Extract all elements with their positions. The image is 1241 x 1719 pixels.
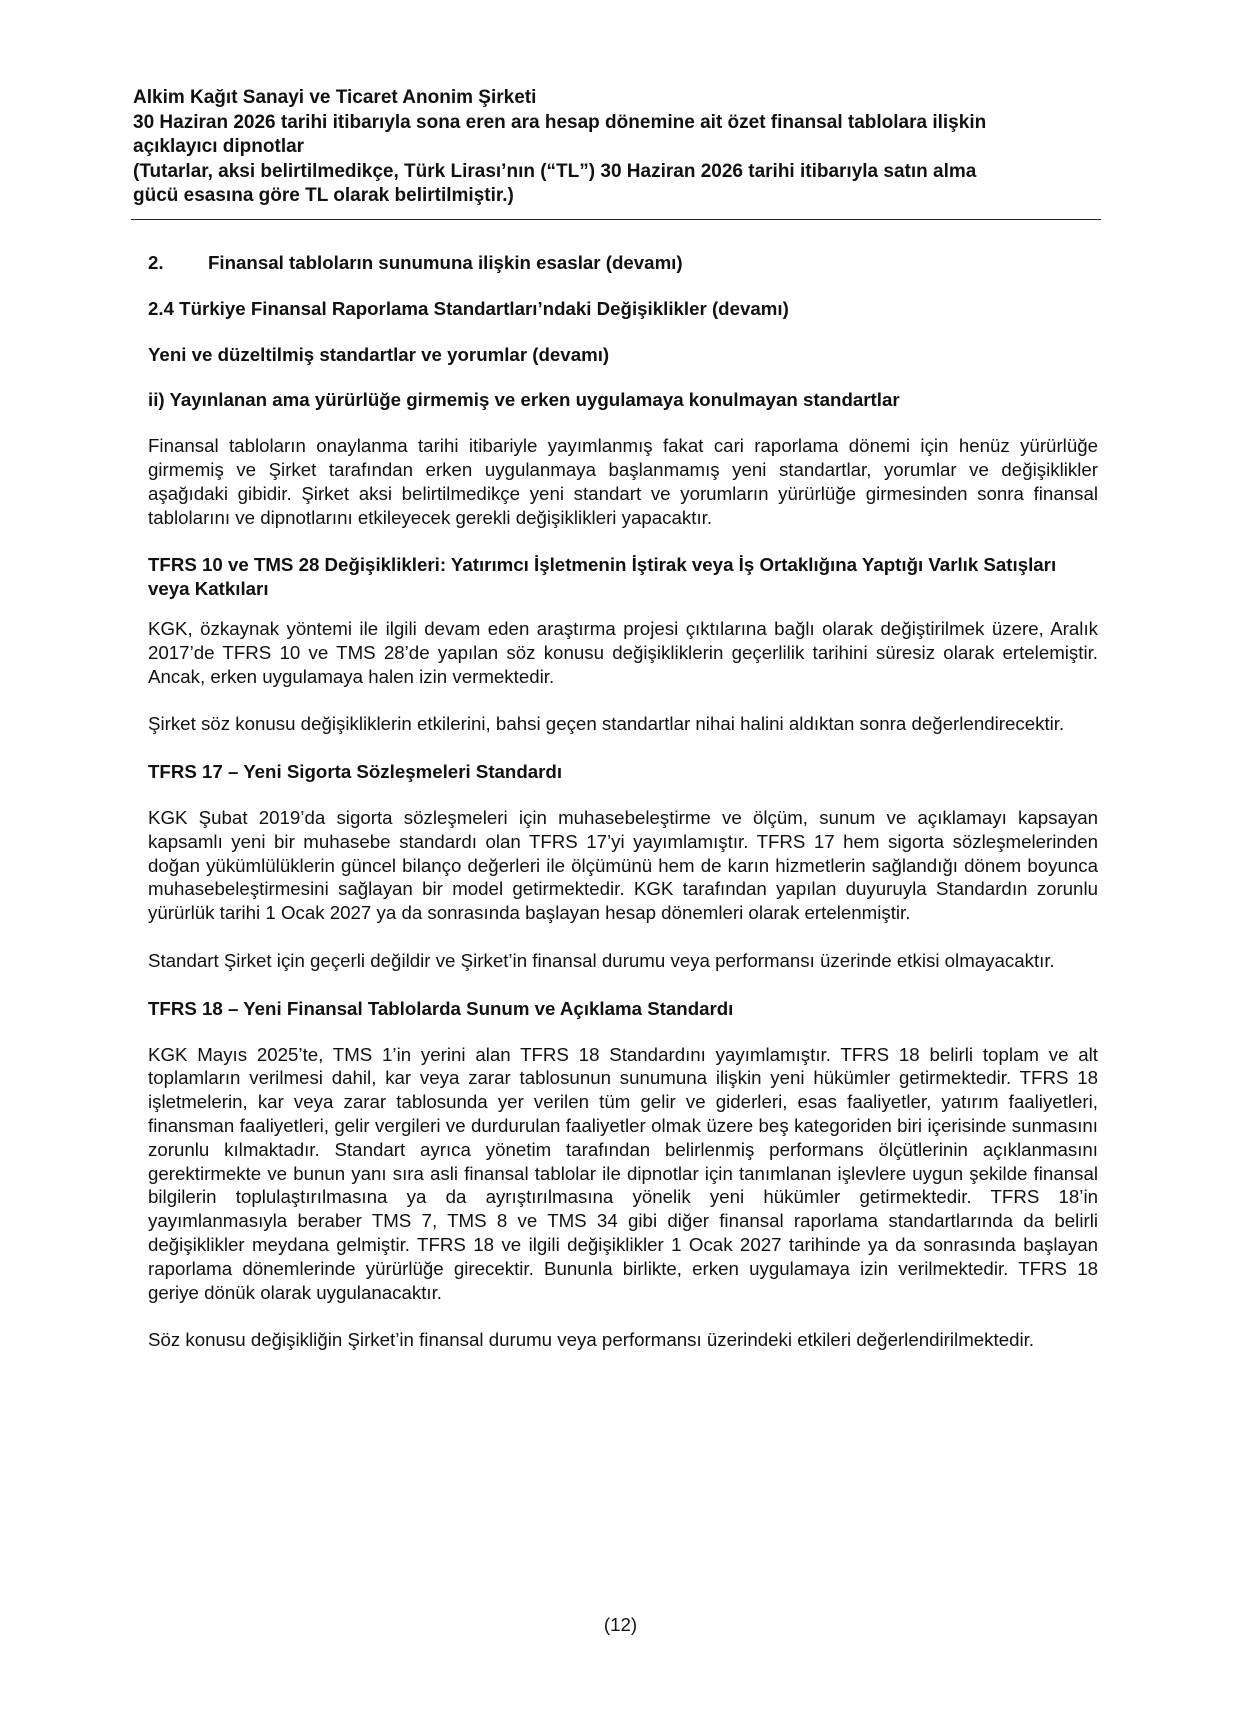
page-number: (12) (603, 1614, 638, 1635)
section-number: 2. (148, 252, 164, 273)
header-divider (131, 219, 1101, 220)
company-name: Alkim Kağıt Sanayi ve Ticaret Anonim Şirketi (133, 87, 537, 108)
subsection-title: 2.4 Türkiye Finansal Raporlama Standartları’ndaki Değişiklikler (devamı) (148, 297, 789, 319)
intro-paragraph: Finansal tabloların onaylanma tarihi itibariyle yayımlanmış fakat cari raporlama dönemi için henüz yürürlüğe girmemiş ve Şirket tarafından erken uygulanmaya başlanmamış yeni standartlar, yorumlar ve değişiklikler aşağıdaki gibidir. Şirket aksi belirtilmedikçe yeni standart ve yorumların yürürlüğe girmesinden sonra finansal tablolarını ve dipnotlarını etkileyecek gerekli değişiklikleri yapacaktır. (148, 435, 1098, 528)
section-title: Finansal tabloların sunumuna ilişkin esaslar (devamı) (208, 252, 683, 273)
currency-note-line-1: (Tutarlar, aksi belirtilmedikçe, Türk Lirası’nın (“TL”) 30 Haziran 2026 tarihi itibarıyla satın alma (133, 160, 977, 182)
tfrs17-paragraph-1: KGK Şubat 2019’da sigorta sözleşmeleri için muhasebeleştirme ve ölçüm, sunum ve açıklamayı kapsayan kapsamlı yeni bir muhasebe standardı olan TFRS 17’yi yayımlamıştır. TFRS 17 hem sigorta sözleşmelerinden doğan yükümlülüklerin güncel bilanço değerleri ile ölçümünü hem de karın hizmetlerin sağlandığı dönem boyunca muhasebeleştirmesini sağlayan bir model getirmektedir. KGK tarafından yapılan duyuruyla Standardın zorunlu yürürlük tarihi 1 Ocak 2027 ya da sonrasında başlayan hesap dönemleri olarak ertelenmiştir. (148, 806, 1098, 924)
tfrs10-paragraph-1: KGK, özkaynak yöntemi ile ilgili devam eden araştırma projesi çıktılarına bağlı olarak değiştirilmek üzere, Aralık 2017’de TFRS 10 ve TMS 28’de yapılan söz konusu değişikliklerin geçerlilik tarihini süresiz olarak ertelemiştir. Ancak, erken uygulamaya halen izin vermektedir. (148, 617, 1098, 687)
tfrs18-heading: TFRS 18 – Yeni Finansal Tablolarda Sunum ve Açıklama Standardı (148, 997, 734, 1019)
part-heading: ii) Yayınlanan ama yürürlüğe girmemiş ve erken uygulamaya konulmayan standartlar (148, 389, 900, 411)
tfrs10-paragraph-2: Şirket söz konusu değişikliklerin etkilerini, bahsi geçen standartlar nihai halini aldıktan sonra değerlendirecektir. (148, 713, 1065, 735)
report-title-line-2: açıklayıcı dipnotlar (133, 136, 305, 158)
tfrs10-heading: TFRS 10 ve TMS 28 Değişiklikleri: Yatırımcı İşletmenin İştirak veya İş Ortaklığına Yaptığı Varlık Satışları veya Katkıları (148, 554, 1057, 600)
currency-note-line-2: gücü esasına göre TL olarak belirtilmiştir.) (133, 185, 514, 207)
tfrs17-heading: TFRS 17 – Yeni Sigorta Sözleşmeleri Standardı (148, 761, 563, 783)
tfrs18-paragraph-1: KGK Mayıs 2025’te, TMS 1’in yerini alan TFRS 18 Standardını yayımlamıştır. TFRS 18 belirli toplam ve alt toplamların verilmesi dahil, kar veya zarar tablosunun sunumuna ilişkin yeni hükümler getirmektedir. TFRS 18 işletmelerin, kar veya zarar tablosunda yer verilen tüm gelir ve giderleri, esas faaliyetler, yatırım faaliyetleri, finansman faaliyetleri, gelir vergileri ve durdurulan faaliyetler olmak üzere beş kategoriden biri içerisinde sunmasını zorunlu kılmaktadır. Standart ayrıca yönetim tarafından belirlenmiş performans ölçütlerinin açıklanmasını gerektirmekte ve bunun yanı sıra asli finansal tablolar ile dipnotlar için tanımlanan işlevlere uygun şekilde finansal bilgilerin toplulaştırılmasına ya da ayrıştırılmasına yönelik yeni hükümler getirmektedir. TFRS 18’in yayımlanmasıyla beraber TMS 7, TMS 8 ve TMS 34 gibi diğer finansal raporlama standartlarında da belirli değişiklikler meydana gelmiştir. TFRS 18 ve ilgili değişiklikler 1 Ocak 2027 tarihinde ya da sonrasında başlayan raporlama dönemlerinde yürürlüğe girecektir. Bununla birlikte, erken uygulamaya izin verilmektedir. TFRS 18 geriye dönük olarak uygulanacaktır. (148, 1043, 1098, 1303)
report-title-line-1: 30 Haziran 2026 tarihi itibarıyla sona eren ara hesap dönemine ait özet finansal tablolara ilişkin (133, 111, 987, 133)
page-body (148, 251, 1098, 1376)
subheading: Yeni ve düzeltilmiş standartlar ve yorumlar (devamı) (148, 343, 610, 365)
tfrs18-paragraph-2: Söz konusu değişikliğin Şirket’in finansal durumu veya performansı üzerindeki etkileri değerlendirilmektedir. (148, 1329, 1035, 1351)
tfrs17-paragraph-2: Standart Şirket için geçerli değildir ve Şirket’in finansal durumu veya performansı üzerinde etkisi olmayacaktır. (148, 949, 1055, 971)
page-header (133, 86, 1099, 209)
section-heading (148, 251, 1098, 275)
